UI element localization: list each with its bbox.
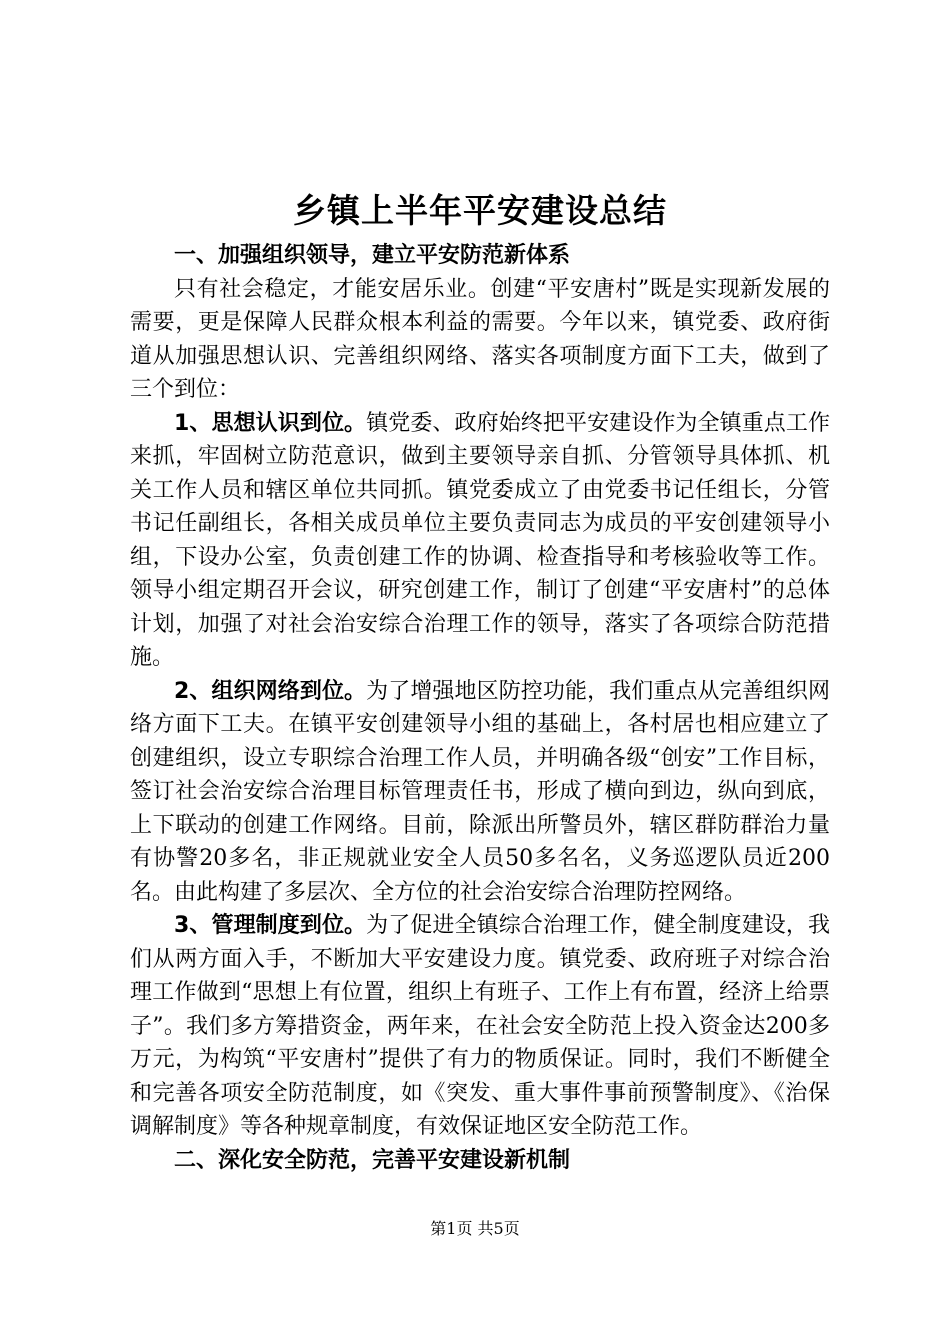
item-1-body: 镇党委、政府始终把平安建设作为全镇重点工作来抓，牢固树立防范意识，做到主要领导亲自抓、分管领导具体抓、机关工作人员和辖区单位共同抓。镇党委成立了由党委书记任组长，分管书记任副组长，各相关成员单位主要负责同志为成员的平安创建领导小组，下设办公室，负责创建工作的协调、检查指导和考核验收等工作。领导小组定期召开会议，研究创建工作，制订了创建“平安唐村”的总体计划，加强了对社会治安综合治理工作的领导，落实了各项综合防范措施。 [130, 410, 830, 670]
item-2-lead: 2、组织网络到位。 [174, 678, 367, 704]
section-2-heading: 二、深化安全防范，完善平安建设新机制 [174, 1147, 571, 1173]
document-body [130, 183, 830, 1177]
intro-paragraph: 只有社会稳定，才能安居乐业。创建“平安唐村”既是实现新发展的需要，更是保障人民群众根本利益的需要。今年以来，镇党委、政府街道从加强思想认识、完善组织网络、落实各项制度方面下工夫，做到了三个到位： [130, 276, 830, 402]
item-1-paragraph [130, 407, 830, 675]
item-2-paragraph [130, 675, 830, 910]
item-1-lead: 1、思想认识到位。 [174, 410, 367, 436]
document-title: 乡镇上半年平安建设总结 [293, 191, 667, 230]
item-3-lead: 3、管理制度到位。 [174, 913, 367, 938]
item-3-body: 为了促进全镇综合治理工作，健全制度建设，我们从两方面入手，不断加大平安建设力度。镇党委、政府班子对综合治理工作做到“思想上有位置，组织上有班子、工作上有布置，经济上给票子”。我们多方筹措资金，两年来，在社会安全防范上投入资金达200多万元，为构筑“平安唐村”提供了有力的物质保证。同时，我们不断健全和完善各项安全防范制度，如《突发、重大事件事前预警制度》、《治保调解制度》等各种规章制度，有效保证地区安全防范工作。 [130, 913, 830, 1139]
item-3-paragraph [130, 909, 830, 1144]
section-1-heading: 一、加强组织领导，建立平安防范新体系 [174, 243, 571, 268]
page-footer: 第1页 共5页 [430, 1219, 520, 1238]
item-2-body: 为了增强地区防控功能，我们重点从完善组织网络方面下工夫。在镇平安创建领导小组的基础上，各村居也相应建立了创建组织，设立专职综合治理工作人员，并明确各级“创安”工作目标，签订社会治安综合治理目标管理责任书，形成了横向到边，纵向到底，上下联动的创建工作网络。目前，除派出所警员外，辖区群防群治力量有协警20多名，非正规就业安全人员50多名名，义务巡逻队员近200名。由此构建了多层次、全方位的社会治安综合治理防控网络。 [130, 678, 830, 905]
